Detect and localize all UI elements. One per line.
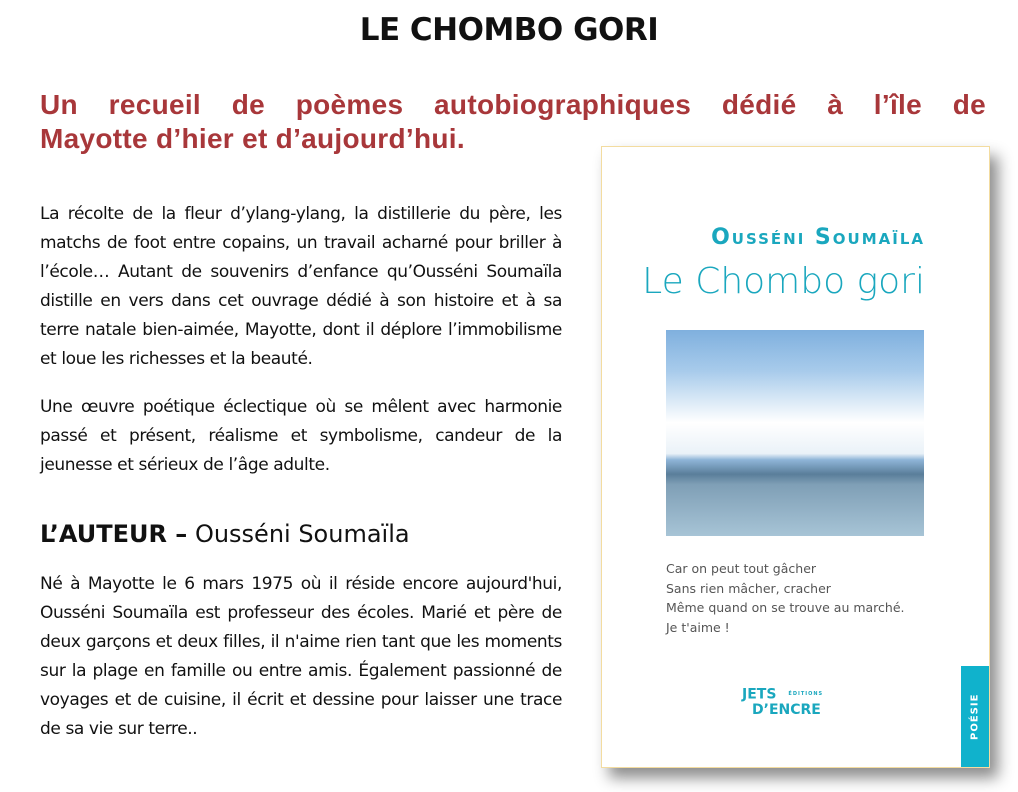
summary-paragraph-2: Une œuvre poétique éclectique où se mêlent avec harmonie passé et présent, réalisme et symbolisme, candeur de la jeunesse et sérieux de l’âge adulte. <box>40 397 562 475</box>
quote-line: Car on peut tout gâcher <box>666 561 817 576</box>
author-heading-name: Ousséni Soumaïla <box>187 520 410 548</box>
author-heading-label: L’AUTEUR – <box>40 520 188 548</box>
subtitle-line-1: Un recueil de poèmes autobiographiques dédié à l’île de <box>40 89 986 120</box>
cover-author: Ousséni Soumaïla <box>711 225 925 250</box>
page-title: LE CHOMBO GORI <box>359 12 659 48</box>
subtitle-line-2: Mayotte d’hier et d’aujourd’hui. <box>40 123 465 154</box>
logo-editions: ÉDITIONS <box>788 691 824 697</box>
quote-line: Même quand on se trouve au marché. <box>666 600 905 615</box>
book-cover <box>601 146 990 768</box>
logo-line-1: JETS <box>742 686 777 703</box>
logo-line-2: D’ENCRE <box>752 701 821 718</box>
cover-title: Le Chombo gori <box>642 261 925 302</box>
quote-line: Sans rien mâcher, cracher <box>666 580 831 596</box>
cover-quote <box>666 559 905 637</box>
author-heading <box>40 520 410 548</box>
publisher-logo <box>742 687 823 718</box>
genre-band: POÉSIE <box>961 666 989 767</box>
author-bio: Né à Mayotte le 6 mars 1975 où il réside encore aujourd'hui, Ousséni Soumaïla est professeur des écoles. Marié et père de deux garçons et deux filles, il n'aime rien tant que les moments sur la plage en famille ou entre amis. Également passionné de voyages et de cuisine, il écrit et dessine pour laisser une trace de sa vie sur terre.. <box>40 574 562 739</box>
quote-line: Je t'aime ! <box>666 619 730 635</box>
cover-photo <box>666 330 924 536</box>
summary-paragraph-1: La récolte de la fleur d’ylang-ylang, la distillerie du père, les matchs de foot entre copains, un travail acharné pour briller à l’école… Autant de souvenirs d’enfance qu’Ousséni Soumaïla distille en vers dans cet ouvrage dédié à son histoire et à sa terre natale bien-aimée, Mayotte, dont il déplore l’immobilisme et loue les richesses et la beauté. <box>40 204 562 369</box>
